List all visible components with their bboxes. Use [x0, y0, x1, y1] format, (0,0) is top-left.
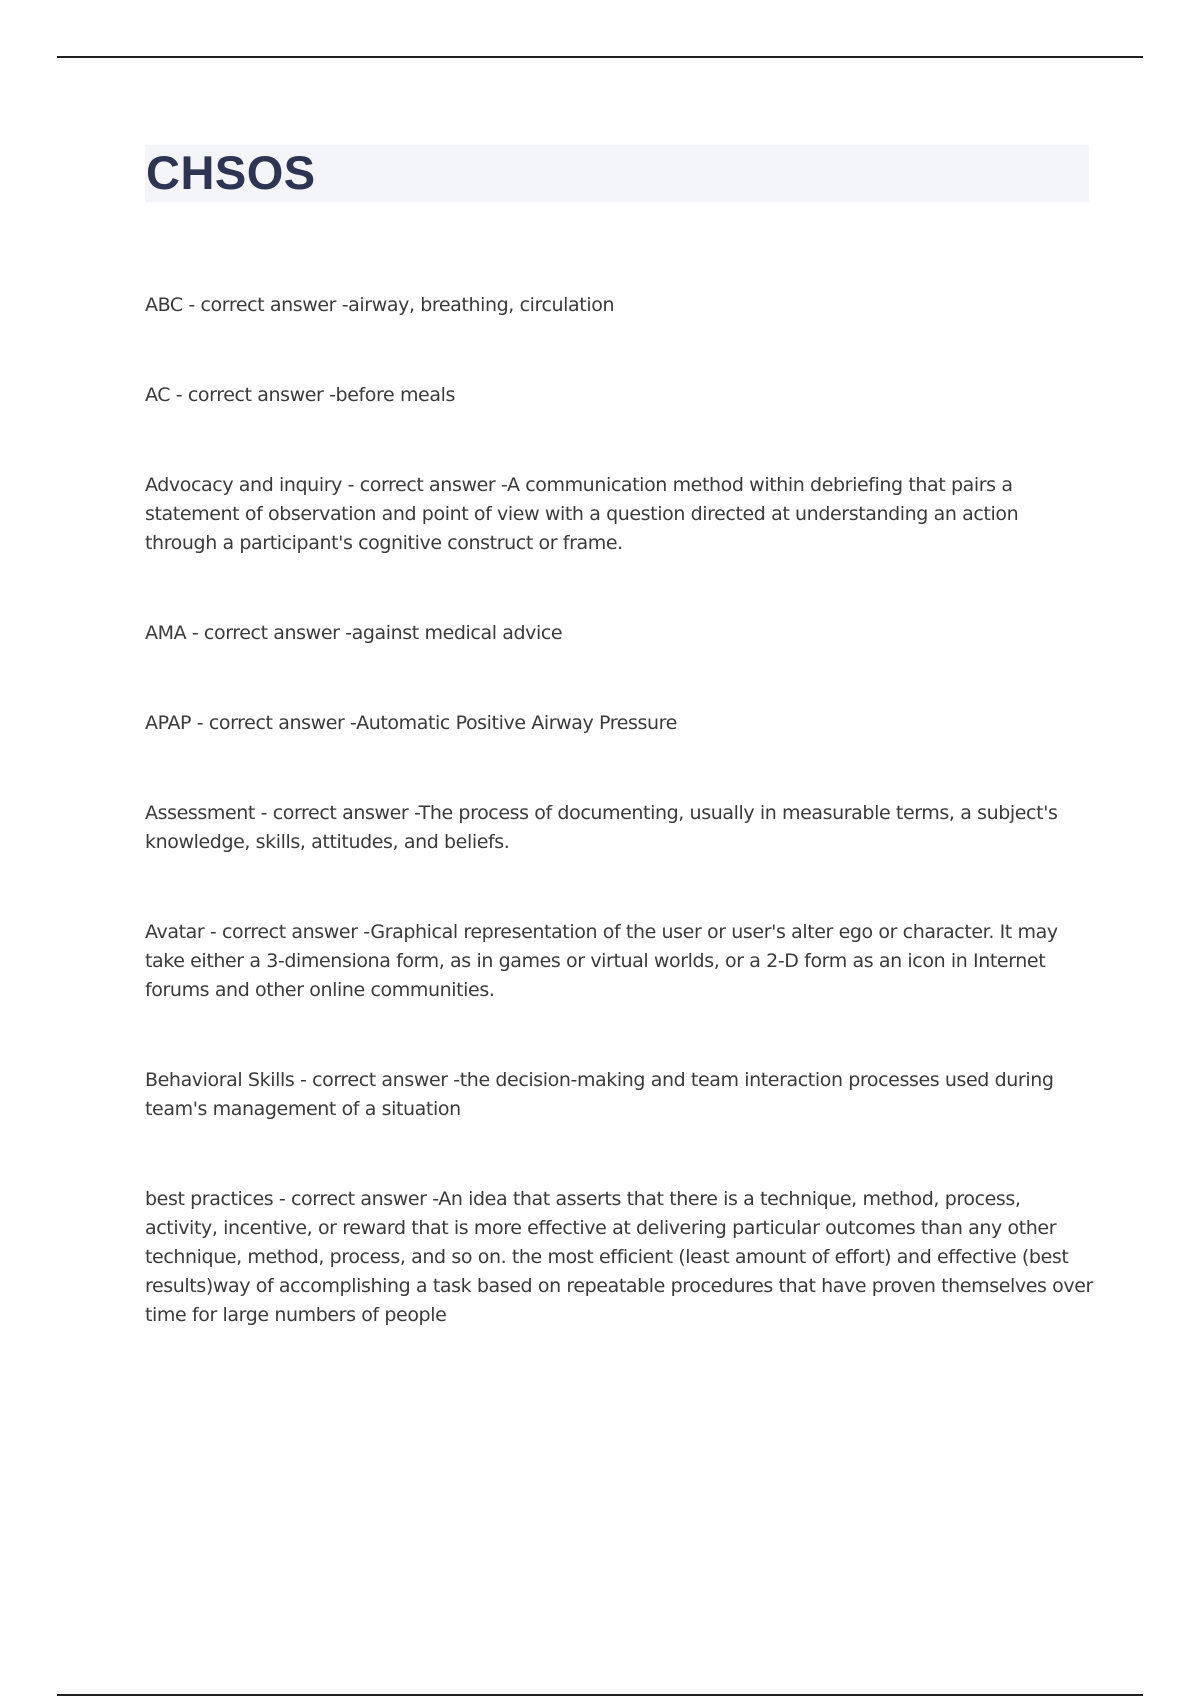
glossary-entry: AC - correct answer -before meals: [145, 384, 455, 406]
top-divider: [57, 56, 1143, 58]
glossary-list: [145, 291, 1095, 1391]
glossary-entry: APAP - correct answer -Automatic Positive Airway Pressure: [145, 712, 677, 734]
glossary-entry: Behavioral Skills - correct answer -the decision-making and team interaction processes used during team's management of a situation: [145, 1069, 1054, 1120]
glossary-entry: Avatar - correct answer -Graphical representation of the user or user's alter ego or character. It may take either a 3-dimensiona form, as in games or virtual worlds, or a 2-D form as an icon in Internet forums and other online communities.: [145, 921, 1058, 1001]
glossary-entry: Assessment - correct answer -The process of documenting, usually in measurable terms, a subject's knowledge, skills, attitudes, and beliefs.: [145, 802, 1058, 853]
glossary-entry: ABC - correct answer -airway, breathing, circulation: [145, 294, 615, 316]
glossary-entry: AMA - correct answer -against medical advice: [145, 622, 563, 644]
page-title: CHSOS: [146, 146, 316, 199]
bottom-divider: [57, 1694, 1143, 1696]
glossary-entry: Advocacy and inquiry - correct answer -A communication method within debriefing that pairs a statement of observation and point of view with a question directed at understanding an action through a participant's cognitive construct or frame.: [145, 474, 1019, 554]
glossary-entry: best practices - correct answer -An idea that asserts that there is a technique, method, process, activity, incentive, or reward that is more effective at delivering particular outcomes than any other technique, method, process, and so on. the most efficient (least amount of effort) and effective (best results)way of accomplishing a task based on repeatable procedures that have proven themselves over time for large numbers of people: [145, 1188, 1093, 1326]
